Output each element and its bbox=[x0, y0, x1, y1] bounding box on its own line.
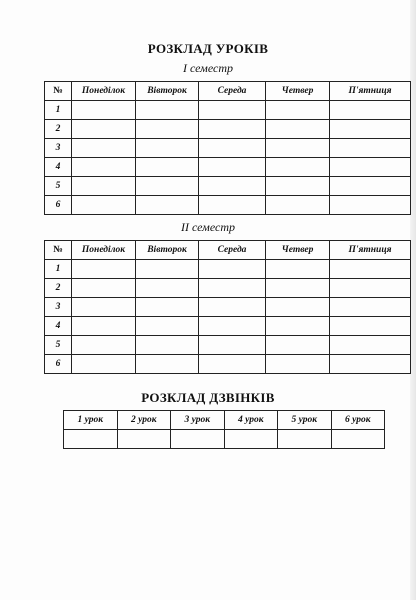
semester2-header-wednesday: Середа bbox=[199, 241, 266, 260]
schedule-title: РОЗКЛАД УРОКІВ bbox=[147, 41, 269, 56]
lesson-cell bbox=[199, 120, 266, 139]
table-row bbox=[45, 260, 411, 279]
lesson-cell bbox=[136, 196, 199, 215]
semester1-table bbox=[44, 81, 411, 215]
lesson-number: 3 bbox=[45, 298, 72, 317]
bells-header-lesson-5: 5 урок bbox=[278, 411, 332, 430]
lesson-number: 2 bbox=[45, 120, 72, 139]
bells-header-lesson-4: 4 урок bbox=[224, 411, 278, 430]
lesson-cell bbox=[72, 139, 136, 158]
lesson-cell bbox=[266, 139, 330, 158]
lesson-cell bbox=[266, 120, 330, 139]
bells-header-row bbox=[64, 411, 385, 430]
table-row bbox=[45, 101, 411, 120]
bell-time-cell bbox=[278, 430, 332, 449]
semester1-header-tuesday: Вівторок bbox=[136, 82, 199, 101]
lesson-cell bbox=[330, 120, 411, 139]
lesson-cell bbox=[266, 260, 330, 279]
lesson-number: 1 bbox=[45, 260, 72, 279]
table-row bbox=[45, 158, 411, 177]
lesson-cell bbox=[266, 298, 330, 317]
lesson-cell bbox=[136, 317, 199, 336]
bells-title: РОЗКЛАД ДЗВІНКІВ bbox=[141, 390, 275, 405]
semester1-header-thursday: Четвер bbox=[266, 82, 330, 101]
bell-time-cell bbox=[64, 430, 118, 449]
lesson-cell bbox=[199, 177, 266, 196]
lesson-cell bbox=[72, 196, 136, 215]
bell-time-cell bbox=[224, 430, 278, 449]
lesson-cell bbox=[136, 177, 199, 196]
lesson-cell bbox=[266, 279, 330, 298]
bells-table bbox=[63, 410, 385, 449]
bell-time-cell bbox=[117, 430, 171, 449]
lesson-cell bbox=[330, 139, 411, 158]
lesson-cell bbox=[330, 355, 411, 374]
lesson-number: 2 bbox=[45, 279, 72, 298]
semester2-header-row bbox=[45, 241, 411, 260]
lesson-cell bbox=[199, 139, 266, 158]
semester2-header-thursday: Четвер bbox=[266, 241, 330, 260]
bells-header-lesson-6: 6 урок bbox=[331, 411, 385, 430]
lesson-cell bbox=[330, 336, 411, 355]
lesson-cell bbox=[72, 120, 136, 139]
lesson-cell bbox=[72, 158, 136, 177]
table-row bbox=[64, 430, 385, 449]
lesson-cell bbox=[330, 298, 411, 317]
lesson-cell bbox=[199, 279, 266, 298]
lesson-cell bbox=[72, 317, 136, 336]
lesson-number: 6 bbox=[45, 196, 72, 215]
lesson-cell bbox=[136, 120, 199, 139]
lesson-number: 4 bbox=[45, 158, 72, 177]
lesson-cell bbox=[136, 139, 199, 158]
lesson-cell bbox=[330, 177, 411, 196]
lesson-cell bbox=[199, 158, 266, 177]
lesson-number: 6 bbox=[45, 355, 72, 374]
lesson-cell bbox=[330, 196, 411, 215]
lesson-cell bbox=[199, 260, 266, 279]
table-row bbox=[45, 336, 411, 355]
lesson-cell bbox=[330, 158, 411, 177]
lesson-cell bbox=[136, 260, 199, 279]
table-row bbox=[45, 279, 411, 298]
table-row bbox=[45, 355, 411, 374]
lesson-cell bbox=[72, 336, 136, 355]
table-row bbox=[45, 177, 411, 196]
lesson-cell bbox=[330, 317, 411, 336]
lesson-cell bbox=[199, 317, 266, 336]
lesson-cell bbox=[330, 101, 411, 120]
lesson-cell bbox=[266, 317, 330, 336]
semester1-header-row bbox=[45, 82, 411, 101]
bells-header-lesson-1: 1 урок bbox=[64, 411, 118, 430]
table-row bbox=[45, 139, 411, 158]
bells-header-lesson-3: 3 урок bbox=[171, 411, 225, 430]
lesson-number: 1 bbox=[45, 101, 72, 120]
lesson-cell bbox=[72, 355, 136, 374]
lesson-cell bbox=[136, 298, 199, 317]
lesson-cell bbox=[266, 336, 330, 355]
semester2-title: II семестр bbox=[180, 220, 235, 234]
lesson-cell bbox=[266, 177, 330, 196]
lesson-cell bbox=[72, 101, 136, 120]
lesson-cell bbox=[330, 260, 411, 279]
lesson-cell bbox=[199, 355, 266, 374]
semester1-header-friday: П'ятниця bbox=[330, 82, 411, 101]
bell-time-cell bbox=[331, 430, 385, 449]
semester1-title: I семестр bbox=[182, 61, 233, 75]
lesson-cell bbox=[72, 279, 136, 298]
semester2-header-monday: Понеділок bbox=[72, 241, 136, 260]
lesson-cell bbox=[330, 279, 411, 298]
lesson-cell bbox=[136, 158, 199, 177]
semester1-header-monday: Понеділок bbox=[72, 82, 136, 101]
lesson-number: 3 bbox=[45, 139, 72, 158]
table-row bbox=[45, 120, 411, 139]
semester2-header-number: № bbox=[45, 241, 72, 260]
table-row bbox=[45, 298, 411, 317]
lesson-cell bbox=[199, 101, 266, 120]
semester1-header-wednesday: Середа bbox=[199, 82, 266, 101]
semester2-header-friday: П'ятниця bbox=[330, 241, 411, 260]
table-row bbox=[45, 317, 411, 336]
lesson-cell bbox=[199, 298, 266, 317]
lesson-cell bbox=[266, 196, 330, 215]
lesson-cell bbox=[266, 101, 330, 120]
bell-time-cell bbox=[171, 430, 225, 449]
semester2-header-tuesday: Вівторок bbox=[136, 241, 199, 260]
lesson-cell bbox=[72, 177, 136, 196]
lesson-cell bbox=[72, 260, 136, 279]
lesson-cell bbox=[136, 355, 199, 374]
lesson-number: 5 bbox=[45, 336, 72, 355]
table-row bbox=[45, 196, 411, 215]
semester1-header-number: № bbox=[45, 82, 72, 101]
lesson-number: 5 bbox=[45, 177, 72, 196]
lesson-cell bbox=[136, 279, 199, 298]
bells-header-lesson-2: 2 урок bbox=[117, 411, 171, 430]
lesson-cell bbox=[136, 336, 199, 355]
lesson-cell bbox=[199, 196, 266, 215]
lesson-cell bbox=[136, 101, 199, 120]
lesson-cell bbox=[72, 298, 136, 317]
lesson-number: 4 bbox=[45, 317, 72, 336]
lesson-cell bbox=[266, 158, 330, 177]
lesson-cell bbox=[266, 355, 330, 374]
lesson-cell bbox=[199, 336, 266, 355]
semester2-table bbox=[44, 240, 411, 374]
